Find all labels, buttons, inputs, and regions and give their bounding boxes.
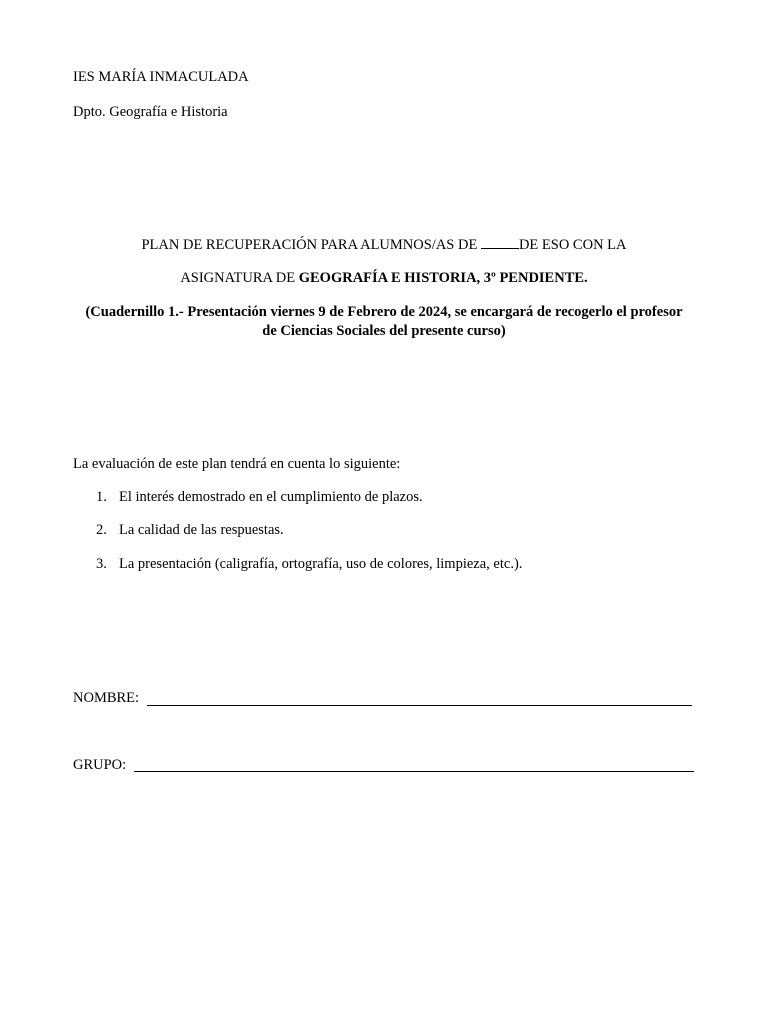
list-number: 3.	[96, 556, 107, 572]
evaluation-intro: La evaluación de este plan tendrá en cuenta lo siguiente:	[73, 456, 401, 472]
title-line-1	[60, 236, 708, 254]
group-label: GRUPO:	[73, 757, 127, 773]
title-line-1-end: DE ESO CON LA	[518, 237, 627, 253]
delivery-note-line-2: de Ciencias Sociales del presente curso)	[262, 323, 506, 339]
title-line-2	[60, 269, 708, 287]
course-blank	[481, 236, 519, 249]
name-label: NOMBRE:	[73, 690, 140, 706]
group-field-line[interactable]	[134, 771, 694, 772]
list-item	[96, 521, 284, 539]
name-field-line[interactable]	[147, 705, 692, 706]
delivery-note-line-1: (Cuadernillo 1.- Presentación viernes 9 de Febrero de 2024, se encargará de recogerlo el profesor	[85, 304, 683, 320]
list-number: 1.	[96, 489, 107, 505]
list-text: El interés demostrado en el cumplimiento de plazos.	[119, 489, 423, 505]
school-name: IES MARÍA INMACULADA	[73, 69, 249, 85]
title-line-2-start: ASIGNATURA DE	[180, 270, 299, 286]
list-number: 2.	[96, 522, 107, 538]
department-name: Dpto. Geografía e Historia	[73, 104, 228, 120]
list-item	[96, 488, 423, 506]
list-item	[96, 555, 522, 573]
subject-name: GEOGRAFÍA E HISTORIA, 3º PENDIENTE.	[298, 270, 588, 286]
title-line-1-start: PLAN DE RECUPERACIÓN PARA ALUMNOS/AS DE	[141, 237, 481, 253]
list-text: La presentación (caligrafía, ortografía, uso de colores, limpieza, etc.).	[119, 556, 523, 572]
list-text: La calidad de las respuestas.	[119, 522, 284, 538]
